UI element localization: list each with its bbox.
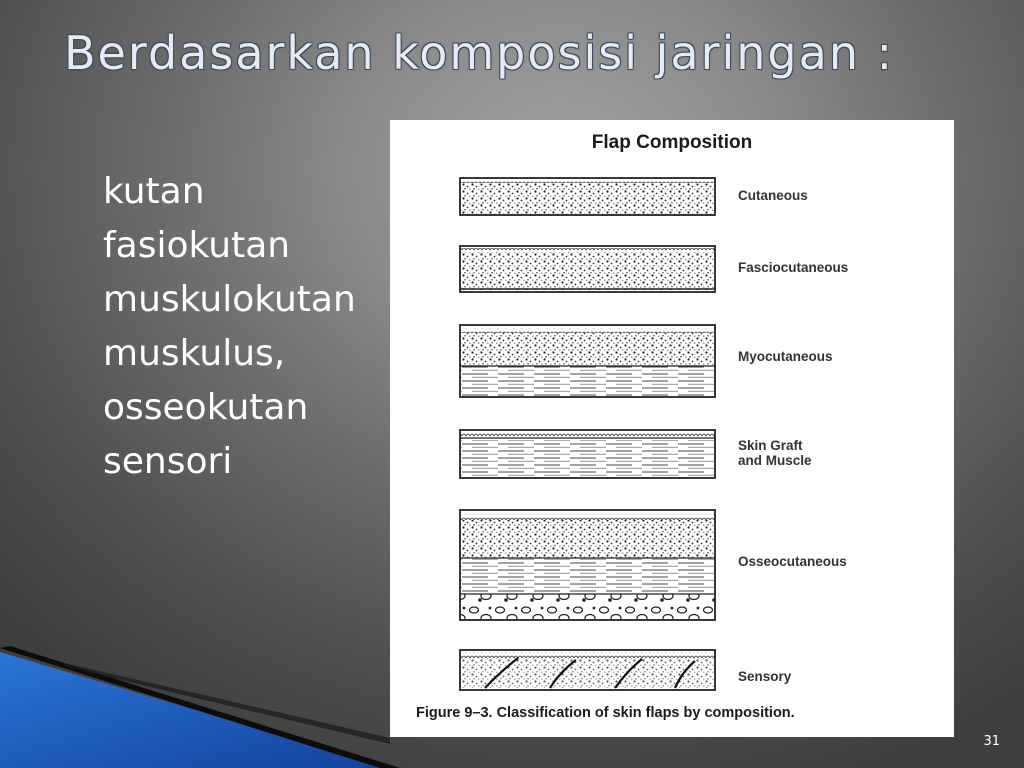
label-osseocutaneous: Osseocutaneous [738,554,847,569]
flap-layers-illustration [390,120,954,737]
slide-title: Berdasarkan komposisi jaringan : [64,26,895,80]
cutaneous-flap-layer [460,178,715,215]
label-sensory: Sensory [738,669,792,684]
bullet-item: muskulokutan [103,279,356,320]
sensory-flap-layer [460,650,715,690]
page-number: 31 [983,734,1000,749]
bullet-item: muskulus, [103,333,286,374]
figure-caption: Figure 9–3. Classification of skin flaps by composition. [416,705,795,721]
label-and-muscle: and Muscle [738,453,812,468]
fasciocutaneous-flap-layer [460,246,715,292]
skin-graft-muscle-layer [460,430,715,478]
figure-title: Flap Composition [591,132,753,153]
bullet-item: osseokutan [103,387,309,428]
bullet-item: sensori [103,441,233,482]
bullet-item: kutan [103,171,205,212]
bullet-item: fasiokutan [103,225,291,266]
bullet-list [103,165,356,489]
myocutaneous-flap-layer [460,325,715,397]
label-skin-graft: Skin Graft [738,438,803,453]
label-myocutaneous: Myocutaneous [738,349,833,364]
label-fasciocutaneous: Fasciocutaneous [738,260,849,275]
flap-composition-figure [390,120,954,737]
label-cutaneous: Cutaneous [738,188,808,203]
osseocutaneous-flap-layer [460,510,715,620]
